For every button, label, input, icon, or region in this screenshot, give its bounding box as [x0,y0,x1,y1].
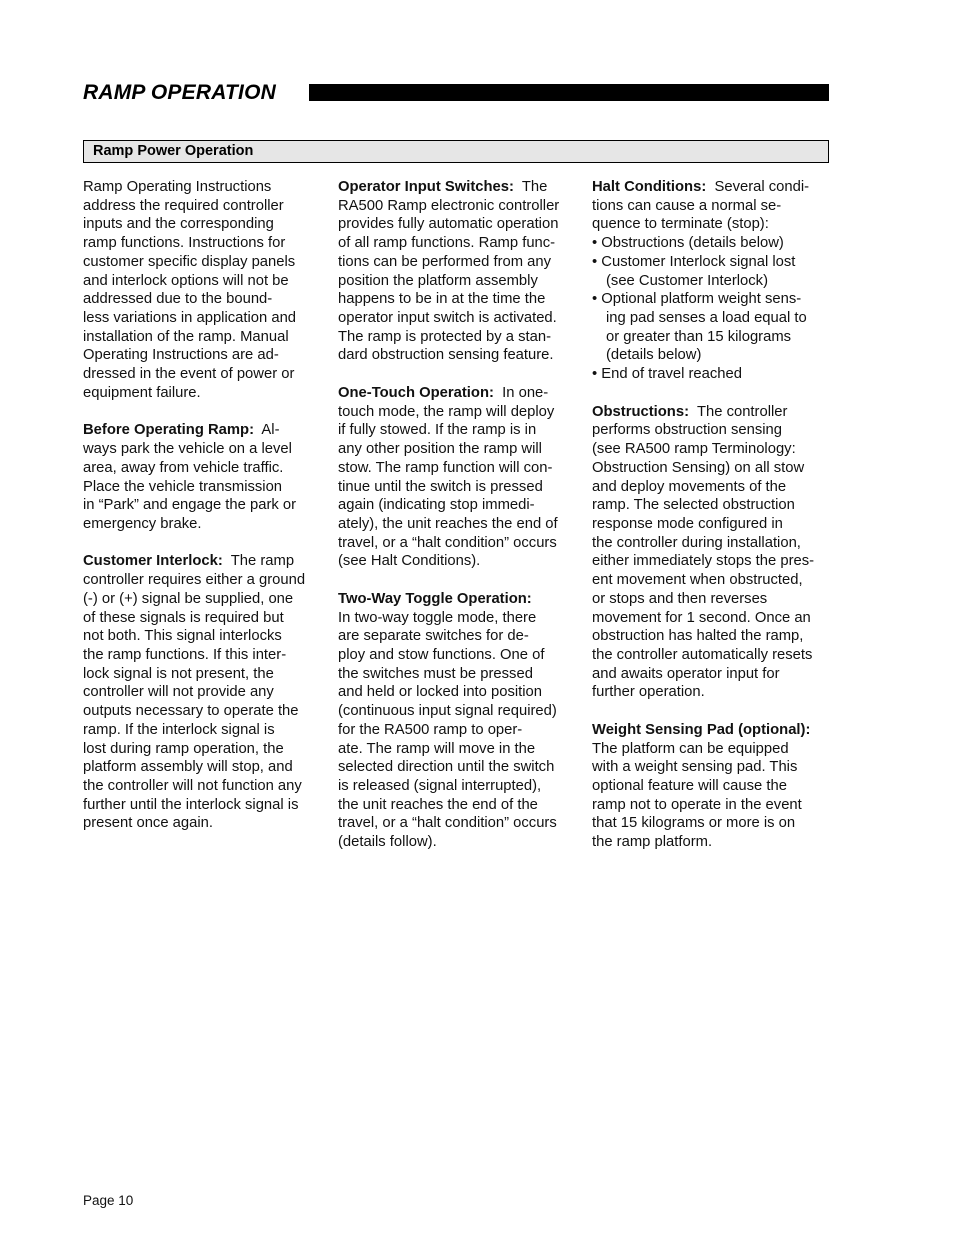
text-line: stow. The ramp function will con- [338,459,553,476]
text-line: (see Halt Conditions). [338,553,481,570]
paragraph-halt-conditions [592,178,832,384]
text-line: Operating Instructions are ad- [83,347,279,364]
text-line: equipment failure. [83,384,201,401]
paragraph-operator-input [338,178,578,365]
text-line: provides fully automatic operation [338,216,559,233]
bullet-item: • End of travel reached [592,366,742,383]
text-line: travel, or a “halt condition” occurs [338,815,557,832]
text-line: Place the vehicle transmission [83,478,283,495]
paragraph-two-way-toggle [338,590,578,852]
page-number: Page 10 [83,1193,134,1208]
text-line: again (indicating stop immedi- [338,497,535,514]
column-2 [338,178,578,852]
text-line: (details follow). [338,834,437,851]
text-line: further operation. [592,684,705,701]
text-line: inputs and the corresponding [83,216,274,233]
text-line: ate. The ramp will move in the [338,740,536,757]
text-run: The controller [689,403,788,420]
text-line: emergency brake. [83,515,202,532]
text-line: lock signal is not present, the [83,665,274,682]
text-line: ramp not to operate in the event [592,796,802,813]
text-line: touch mode, the ramp will deploy [338,403,555,420]
paragraph-weight-sensing [592,721,832,852]
paragraph-one-touch [338,384,578,571]
section-title: Ramp Power Operation [93,143,254,159]
text-line: optional feature will cause the [592,778,787,794]
text-line: ploy and stow functions. One of [338,646,545,663]
text-line: dressed in the event of power or [83,366,295,383]
text-line: quence to terminate (stop): [592,216,769,233]
text-line: or stops and then reverses [592,590,768,607]
heading-weight-sensing: Weight Sensing Pad (optional): [592,721,811,738]
text-line: ramp. If the interlock signal is [83,721,275,738]
heading-operator-input: Operator Input Switches: [338,179,514,195]
text-line: Obstruction Sensing) on all stow [592,459,805,476]
text-line: for the RA500 ramp to oper- [338,721,523,738]
text-line: dard obstruction sensing feature. [338,347,554,364]
text-line: if fully stowed. If the ramp is in [338,422,537,439]
text-line: the controller during installation, [592,534,801,551]
heading-obstructions: Obstructions: [592,403,690,420]
heading-halt-conditions: Halt Conditions: [592,179,707,195]
text-line: address the required controller [83,197,284,214]
text-line: the controller will not function any [83,778,302,794]
heading-one-touch: One-Touch Operation: [338,384,494,401]
text-line: and deploy movements of the [592,478,787,495]
page-title: RAMP OPERATION [83,81,276,104]
text-line: not both. This signal interlocks [83,628,282,645]
text-line: ways park the vehicle on a level [83,441,292,458]
text-line: performs obstruction sensing [592,422,782,439]
text-line: The ramp is protected by a stan- [338,328,552,345]
paragraph-customer-interlock [83,552,323,833]
text-line: any other position the ramp will [338,441,542,458]
text-run: Al- [254,422,280,439]
text-line: either immediately stops the pres- [592,553,815,570]
text-line: obstruction has halted the ramp, [592,628,804,645]
text-line: response mode configured in [592,515,783,532]
text-line: In two-way toggle mode, there [338,609,537,626]
text-line: lost during ramp operation, the [83,740,284,757]
bullet-item: • Optional platform weight sens- [592,291,802,308]
text-line: (see RA500 ramp Terminology: [592,441,796,458]
text-line: addressed due to the bound- [83,291,273,308]
text-line: the unit reaches the end of the [338,796,538,813]
text-line: of these signals is required but [83,609,284,626]
heading-before-operating: Before Operating Ramp: [83,422,255,439]
bullet-continuation: (details below) [606,347,702,364]
bullet-continuation: or greater than 15 kilograms [606,328,792,345]
text-line: less variations in application and [83,310,297,327]
text-line: ent movement when obstructed, [592,572,803,589]
section-header-box [83,140,829,163]
text-line: travel, or a “halt condition” occurs [338,534,557,551]
text-run: The ramp [222,553,295,570]
text-line: RA500 Ramp electronic controller [338,197,560,214]
text-line: the switches must be pressed [338,665,533,682]
text-line: the ramp functions. If this inter- [83,646,287,663]
text-line: platform assembly will stop, and [83,759,293,776]
text-line: ramp functions. Instructions for [83,235,286,252]
text-line: customer specific display panels [83,253,296,270]
paragraph-intro [83,178,323,403]
text-line: and awaits operator input for [592,665,780,682]
paragraph-before-operating [83,421,323,533]
text-line: installation of the ramp. Manual [83,328,289,345]
bullet-continuation: (see Customer Interlock) [606,272,768,289]
text-line: further until the interlock signal is [83,796,299,813]
text-line: outputs necessary to operate the [83,703,299,720]
text-line: ately), the unit reaches the end of [338,515,558,532]
text-line: movement for 1 second. Once an [592,609,811,626]
text-line: is released (signal interrupted), [338,778,542,794]
text-run: The [513,179,548,195]
text-line: Ramp Operating Instructions [83,179,272,195]
text-line: the controller automatically resets [592,646,813,663]
text-line: controller will not provide any [83,684,274,701]
bullet-continuation: ing pad senses a load equal to [606,310,807,327]
text-line: are separate switches for de- [338,628,529,645]
text-line: tions can cause a normal se- [592,197,782,214]
text-run: In one- [493,384,549,401]
text-line: (continuous input signal required) [338,703,557,720]
text-line: position the platform assembly [338,272,538,289]
text-run: Several condi- [706,179,810,195]
text-line: with a weight sensing pad. This [592,759,798,776]
column-1 [83,178,323,833]
text-line: tions can be performed from any [338,253,552,270]
text-line: ramp. The selected obstruction [592,497,795,514]
bullet-item: • Obstructions (details below) [592,235,784,252]
heading-customer-interlock: Customer Interlock: [83,553,223,570]
text-line: that 15 kilograms or more is on [592,815,796,832]
column-3 [592,178,832,852]
text-line: of all ramp functions. Ramp func- [338,235,556,252]
text-line: and held or locked into position [338,684,543,701]
text-line: selected direction until the switch [338,759,555,776]
text-line: area, away from vehicle traffic. [83,459,284,476]
bullet-item: • Customer Interlock signal lost [592,253,796,270]
text-line: controller requires either a ground [83,572,306,589]
text-line: operator input switch is activated. [338,310,557,327]
text-line: (-) or (+) signal be supplied, one [83,590,294,607]
text-line: happens to be in at the time the [338,291,546,308]
text-line: present once again. [83,815,213,832]
text-line: tinue until the switch is pressed [338,478,543,495]
text-line: and interlock options will not be [83,272,289,289]
text-line: the ramp platform. [592,834,713,851]
title-rule-bar [309,84,829,101]
text-line: in “Park” and engage the park or [83,497,297,514]
text-line: The platform can be equipped [592,740,789,757]
heading-two-way-toggle: Two-Way Toggle Operation: [338,590,532,607]
paragraph-obstructions [592,403,832,703]
page-header [83,80,829,106]
